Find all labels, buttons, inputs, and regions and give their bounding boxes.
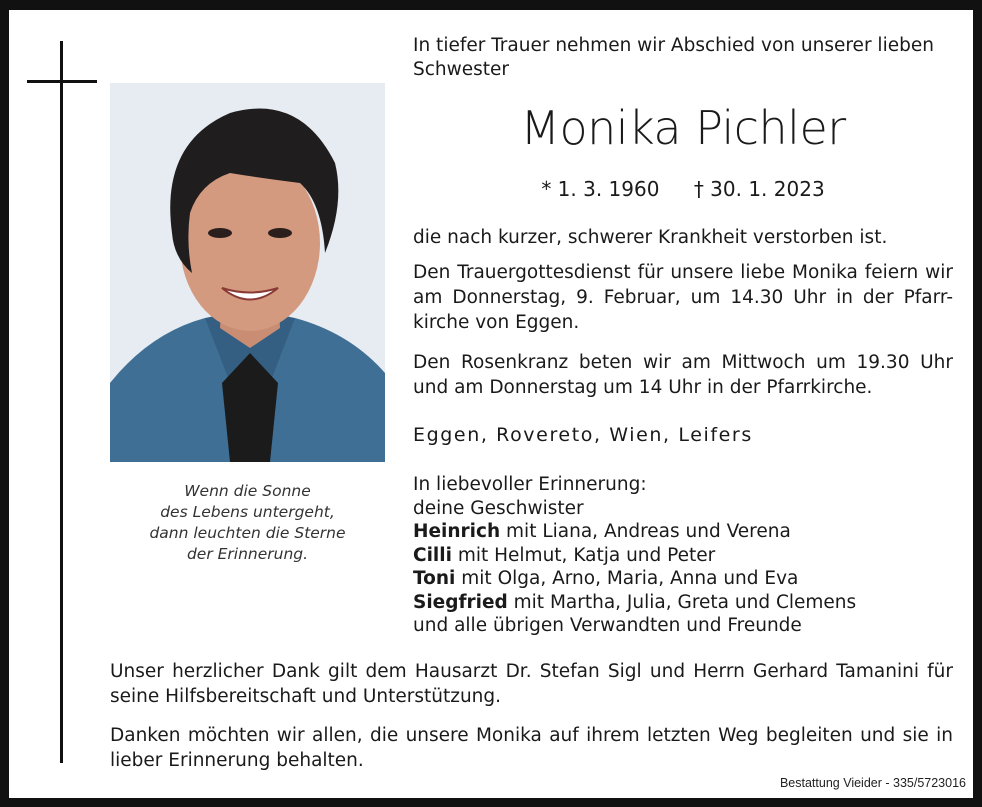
intro-text (413, 34, 934, 82)
intro-line: Schwester (413, 59, 510, 80)
family-rest: mit Helmut, Katja und Peter (451, 544, 716, 566)
death-date: † 30. 1. 2023 (693, 177, 825, 201)
thanks-line: seine Hilfsbereitschaft und Unterstützung. (110, 686, 502, 707)
thanks-text (110, 659, 953, 709)
rosary-line: Den Rosenkranz beten wir am Mittwoch um 19.30 Uhr (413, 352, 953, 373)
service-line: am Donnerstag, 9. Februar, um 14.30 Uhr in der Pfarr- (413, 287, 953, 308)
service-line: Den Trauergottesdienst für unsere liebe Monika feiern wir (413, 262, 953, 283)
thanks-line: Unser herzlicher Dank gilt dem Hausarzt Dr. Stefan Sigl und Herrn Gerhard Tamanini für (110, 661, 953, 682)
others-line: und alle übrigen Verwandten und Freunde (413, 615, 802, 636)
quote-line: dann leuchten die Sterne (149, 524, 346, 542)
family-rest: mit Olga, Arno, Maria, Anna und Eva (455, 568, 799, 589)
cross-icon-vertical (60, 41, 63, 763)
memory-heading: In liebevoller Erinnerung: (413, 474, 647, 495)
illness-text: die nach kurzer, schwerer Krankheit verstorben ist. (413, 227, 888, 248)
family-row (413, 567, 856, 591)
family-row (413, 520, 856, 544)
memorial-quote (110, 481, 385, 565)
siblings-label: deine Geschwister (413, 497, 584, 519)
quote-line: des Lebens untergeht, (160, 503, 335, 521)
quote-line: der Erinnerung. (186, 545, 309, 563)
rosary-text (413, 350, 953, 400)
places-text: Eggen, Rovereto, Wien, Leifers (413, 424, 753, 446)
family-rest: mit Liana, Andreas und Verena (500, 521, 791, 542)
closing-line: lieber Erinnerung behalten. (110, 750, 364, 771)
family-name: Heinrich (413, 521, 501, 542)
rosary-line: und am Donnerstag um 14 Uhr in der Pfarrkirche. (413, 377, 873, 398)
memory-list (413, 473, 856, 638)
service-text (413, 260, 953, 335)
service-line: kirche von Eggen. (413, 312, 580, 333)
closing-text (110, 723, 953, 773)
intro-line: In tiefer Trauer nehmen wir Abschied von unserer lieben (413, 35, 934, 56)
portrait-photo (110, 83, 385, 462)
family-row (413, 544, 856, 568)
family-rest: mit Martha, Julia, Greta und Clemens (507, 591, 857, 613)
life-dates (413, 176, 953, 202)
deceased-name: Monika Pichler (520, 101, 846, 155)
quote-line: Wenn die Sonne (184, 482, 311, 500)
family-name: Siegfried (413, 591, 508, 613)
family-name: Cilli (413, 544, 452, 566)
cross-icon-horizontal (27, 80, 97, 83)
closing-line: Danken möchten wir allen, die unsere Monika auf ihrem letzten Weg begleiten und sie in (110, 725, 953, 746)
family-row (413, 591, 856, 615)
birth-date: * 1. 3. 1960 (541, 177, 660, 201)
family-name: Toni (413, 568, 456, 589)
funeral-home-footer: Bestattung Vieider - 335/5723016 (779, 776, 966, 790)
